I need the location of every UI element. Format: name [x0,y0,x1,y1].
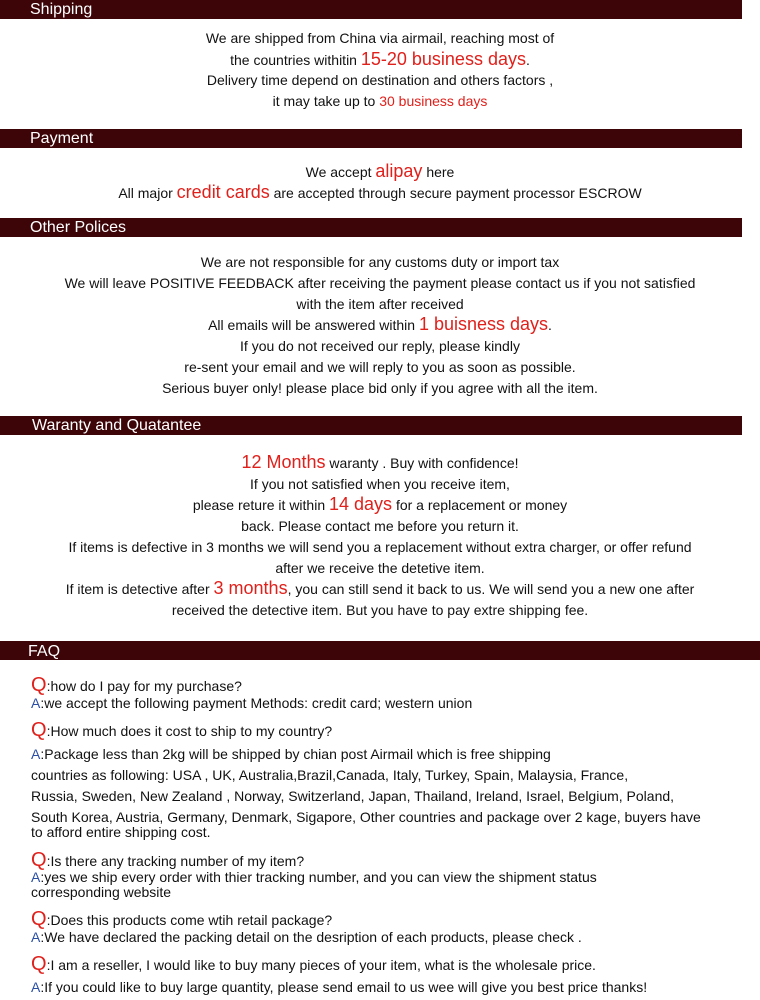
faq-question-2: Q:How much does it cost to ship to my country? [31,719,333,741]
question-mark-label: Q [31,908,47,930]
other-line-7: Serious buyer only! please place bid only if you agree with all the item. [162,380,598,396]
warranty-header-bar [0,416,760,435]
shipping-line-4: it may take up to 30 business days [272,93,488,109]
other-line-3: with the item after received [296,296,464,312]
payment-title: Payment [30,130,94,147]
warranty-line-3: please reture it within 14 days for a replacement or money [192,494,568,514]
other-line-4: All emails will be answered within 1 buisness days. [208,314,552,334]
faq-answer-2-line-3: Russia, Sweden, New Zealand , Norway, Switzerland, Japan, Thailand, Ireland, Israel, Belgium, Poland, [31,788,675,804]
answer-mark-label: A [31,695,41,711]
faq-answer-3: A:yes we ship every order with thier tracking number, and you can view the shipment status [31,869,597,885]
faq-answer-1: A:we accept the following payment Methods: credit card; western union [31,695,473,711]
return-days-highlight: 14 days [329,494,393,514]
faq-answer-4: A:We have declared the packing detail on the desription of each products, please check . [31,929,582,945]
shipping-days-highlight: 15-20 business days [360,49,526,69]
faq-question-3: Q:Is there any tracking number of my item? [31,849,305,871]
shipping-title: Shipping [30,1,93,18]
warranty-line-8: received the detective item. But you have to pay extre shipping fee. [171,602,589,618]
faq-answer-2: A:Package less than 2kg will be shipped by chian post Airmail which is free shipping [31,746,551,762]
faq-title: FAQ [28,643,61,660]
other-line-5: If you do not received our reply, please kindly [240,338,520,354]
email-response-highlight: 1 buisness days [418,314,549,334]
warranty-line-2: If you not satisfied when you receive item, [250,476,510,492]
question-mark-label: Q [31,719,47,741]
other-polices-header-bar [0,218,760,237]
faq-answer-2-line-2: countries as following: USA , UK, Australia,Brazil,Canada, Italy, Turkey, Spain, Malaysia, France, [31,767,629,783]
answer-mark-label: A [31,929,41,945]
shipping-line-1: We are shipped from China via airmail, reaching most of [205,30,555,46]
other-polices-title: Other Polices [30,219,127,236]
other-line-6: re-sent your email and we will reply to you as soon as possible. [184,359,576,375]
warranty-line-4: back. Please contact me before you return it. [241,518,519,534]
warranty-line-1: 12 Months waranty . Buy with confidence! [241,452,519,472]
warranty-line-6: after we receive the detetive item. [275,560,485,576]
other-line-2: We will leave POSITIVE FEEDBACK after receiving the payment please contact us if you not satisfied [64,275,696,291]
other-line-1: We are not responsible for any customs duty or import tax [200,254,560,270]
faq-question-1: Q:how do I pay for my purchase? [31,674,242,696]
warranty-title: Waranty and Quatantee [32,417,202,434]
faq-answer-2-line-5: to afford entire shipping cost. [31,824,211,840]
question-mark-label: Q [31,849,47,871]
answer-mark-label: A [31,869,41,885]
payment-header-bar [0,129,760,148]
faq-question-5: Q:I am a reseller, I would like to buy many pieces of your item, what is the wholesale price. [31,953,596,975]
faq-answer-2-line-4: South Korea, Austria, Germany, Denmark, Sigapore, Other countries and package over 2 kage, buyers have [31,809,701,825]
shipping-header-bar [0,0,760,19]
answer-mark-label: A [31,746,41,762]
faq-answer-5: A:If you could like to buy large quantity, please send email to us wee will give you best price thanks! [31,979,648,995]
defect-months-highlight: 3 months [213,578,288,598]
alipay-highlight: alipay [375,161,423,181]
shipping-max-days-highlight: 30 business days [379,93,488,109]
warranty-line-5: If items is defective in 3 months we will send you a replacement without extra charger, or offer refund [68,539,692,555]
payment-line-1: We accept alipay here [305,161,455,181]
shipping-line-3: Delivery time depend on destination and others factors , [206,72,554,88]
faq-header-bar [0,641,760,660]
question-mark-label: Q [31,674,47,696]
warranty-line-7: If item is detective after 3 months, you can still send it back to us. We will send you a new one after [65,578,695,598]
question-mark-label: Q [31,953,47,975]
faq-answer-3-line-2: corresponding website [31,884,172,900]
answer-mark-label: A [31,979,41,995]
credit-cards-highlight: credit cards [176,182,270,202]
faq-question-4: Q:Does this products come wtih retail package? [31,908,333,930]
payment-line-2: All major credit cards are accepted through secure payment processor ESCROW [118,182,642,202]
shipping-line-2: the countries withitin 15-20 business days. [230,49,530,69]
warranty-months-highlight: 12 Months [241,452,326,472]
